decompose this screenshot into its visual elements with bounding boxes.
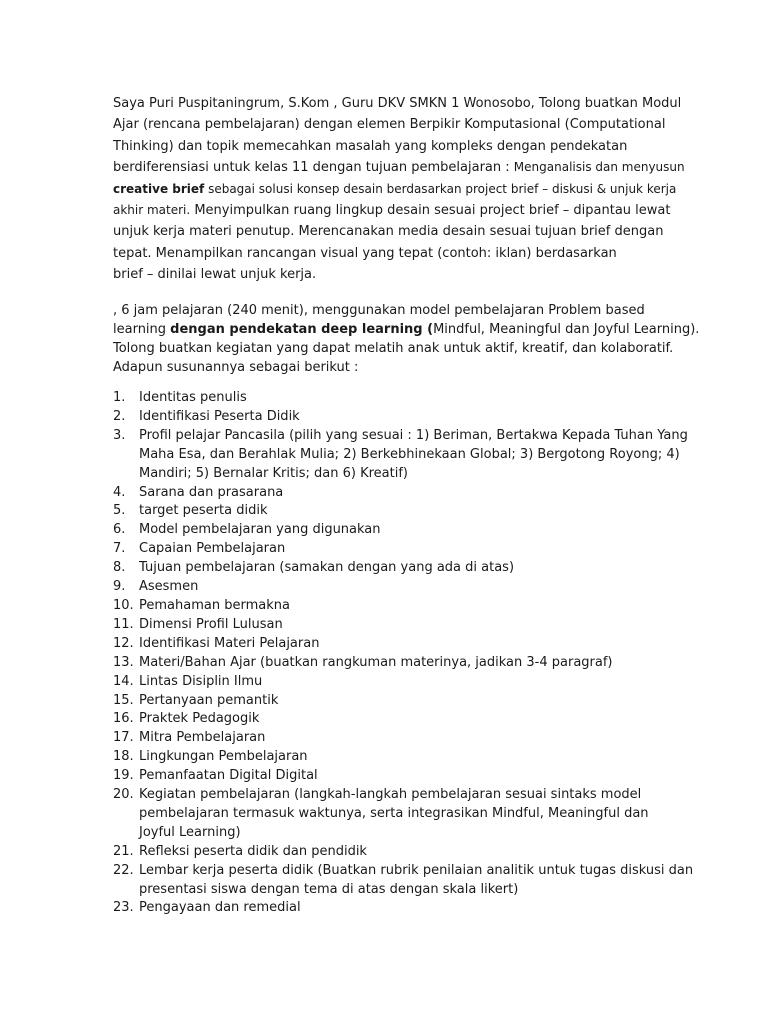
list-item-number: 19. <box>113 768 134 784</box>
intro-line: brief – dinilai lewat unjuk kerja. <box>113 267 317 283</box>
list-item-line: Joyful Learning) <box>139 824 241 840</box>
list-item-line: Profil pelajar Pancasila (pilih yang sesuai : 1) Beriman, Bertakwa Kepada Tuhan Yang <box>139 427 688 443</box>
list-item-text <box>139 635 673 654</box>
list-item-number: 13. <box>113 654 134 670</box>
outline-list <box>113 389 694 918</box>
list-item-line: Pemahaman bermakna <box>139 597 290 613</box>
list-item-line: Capaian Pembelajaran <box>139 541 286 557</box>
list-item-number: 4. <box>113 484 126 500</box>
details-paragraph <box>113 301 700 377</box>
list-item-number: 20. <box>113 787 134 803</box>
intro-line <box>113 179 677 200</box>
intro-line: tepat. Menampilkan rancangan visual yang tepat (contoh: iklan) berdasarkan <box>113 245 617 261</box>
intro-bold-text: creative brief <box>113 181 205 196</box>
list-item <box>113 389 673 408</box>
list-item-line: presentasi siswa dengan tema di atas dengan skala likert) <box>139 881 519 897</box>
list-item-text <box>139 899 673 918</box>
list-item-number: 23. <box>113 900 134 916</box>
list-item-line: Tujuan pembelajaran (samakan dengan yang ada di atas) <box>139 560 515 576</box>
intro-line: Thinking) dan topik memecahkan masalah yang kompleks dengan pendekatan <box>113 138 628 154</box>
details-bold-text: dengan pendekatan deep learning ( <box>170 322 434 337</box>
details-text: Mindful, Meaningful dan Joyful Learning). <box>433 322 700 337</box>
list-item-line: Materi/Bahan Ajar (buatkan rangkuman materinya, jadikan 3-4 paragraf) <box>139 654 613 670</box>
list-item-text <box>139 654 673 673</box>
list-item-text <box>139 767 673 786</box>
list-item-number: 3. <box>113 427 126 443</box>
list-item <box>113 786 673 843</box>
list-item <box>113 767 673 786</box>
list-item-line: target peserta didik <box>139 503 268 519</box>
list-item-number: 2. <box>113 408 126 424</box>
list-item-text <box>139 729 673 748</box>
list-item <box>113 673 673 692</box>
list-item-number: 15. <box>113 692 134 708</box>
list-item-number: 17. <box>113 730 134 746</box>
list-item-line: Lingkungan Pembelajaran <box>139 749 308 765</box>
list-item-text <box>139 484 673 503</box>
list-item-number: 11. <box>113 616 134 632</box>
list-item <box>113 729 673 748</box>
intro-small-text: akhir materi. <box>113 203 191 218</box>
list-item-line: Model pembelajaran yang digunakan <box>139 522 381 538</box>
list-item <box>113 654 673 673</box>
details-line: Adapun susunannya sebagai berikut : <box>113 360 359 375</box>
intro-small-text: Menganalisis dan menyusun <box>513 160 685 175</box>
list-item-number: 1. <box>113 390 126 405</box>
list-item-text <box>139 710 673 729</box>
list-item-text <box>139 673 673 692</box>
list-item-text <box>139 521 673 540</box>
list-item-line: Lintas Disiplin Ilmu <box>139 673 263 689</box>
list-item <box>113 484 673 503</box>
list-item-text <box>139 862 694 900</box>
list-item-number: 7. <box>113 541 126 557</box>
list-item-line: Pemanfaatan Digital Digital <box>139 768 318 784</box>
list-item-line: Asesmen <box>139 579 199 595</box>
list-item-text <box>139 427 688 484</box>
list-item <box>113 692 673 711</box>
list-item-number: 12. <box>113 635 134 651</box>
details-text: learning <box>113 322 171 337</box>
list-item-line: Identitas penulis <box>139 390 247 405</box>
list-item <box>113 597 673 616</box>
list-item <box>113 427 688 484</box>
list-item-text <box>139 786 673 843</box>
list-item-line: Sarana dan prasarana <box>139 484 284 500</box>
list-item-text <box>139 843 673 862</box>
list-item <box>113 578 673 597</box>
list-item-line: pembelajaran termasuk waktunya, serta integrasikan Mindful, Meaningful dan <box>139 805 649 821</box>
list-item-number: 18. <box>113 749 134 765</box>
intro-text: Menyimpulkan ruang lingkup desain sesuai project brief – dipantau lewat <box>190 203 671 219</box>
list-item <box>113 748 673 767</box>
list-item <box>113 899 673 918</box>
list-item <box>113 862 694 900</box>
intro-line <box>113 157 685 178</box>
list-item-text <box>139 502 673 521</box>
list-item-text <box>139 692 673 711</box>
list-item-number: 6. <box>113 522 126 538</box>
list-item-line: Lembar kerja peserta didik (Buatkan rubrik penilaian analitik untuk tugas diskusi dan <box>139 862 694 878</box>
list-item-text <box>139 389 673 408</box>
list-item <box>113 521 673 540</box>
list-item-number: 14. <box>113 673 134 689</box>
intro-line: Saya Puri Puspitaningrum, S.Kom , Guru DKV SMKN 1 Wonosobo, Tolong buatkan Modul <box>113 96 682 111</box>
intro-line <box>113 200 673 221</box>
list-item <box>113 408 673 427</box>
intro-line: unjuk kerja materi penutup. Merencanakan media desain sesuai tujuan brief dengan <box>113 224 664 240</box>
list-item-line: Mitra Pembelajaran <box>139 730 266 746</box>
list-item-line: Refleksi peserta didik dan pendidik <box>139 843 367 859</box>
list-item-text <box>139 597 673 616</box>
intro-line: Ajar (rencana pembelajaran) dengan elemen Berpikir Komputasional (Computational <box>113 117 666 133</box>
intro-text: berdiferensiasi untuk kelas 11 dengan tujuan pembelajaran : <box>113 160 514 176</box>
list-item-line: Pertanyaan pemantik <box>139 692 279 708</box>
list-item <box>113 559 673 578</box>
list-item-number: 8. <box>113 560 126 576</box>
list-item <box>113 635 673 654</box>
list-item-line: Praktek Pedagogik <box>139 711 260 727</box>
list-item-line: Dimensi Profil Lulusan <box>139 616 283 632</box>
list-item-line: Pengayaan dan remedial <box>139 900 301 916</box>
list-item-text <box>139 748 673 767</box>
list-item-number: 10. <box>113 597 134 613</box>
list-item-number: 5. <box>113 503 126 519</box>
list-item-text <box>139 616 673 635</box>
list-item-line: Maha Esa, dan Berahlak Mulia; 2) Berkebhinekaan Global; 3) Bergotong Royong; 4) <box>139 446 680 462</box>
list-item-text <box>139 578 673 597</box>
list-item-text <box>139 540 673 559</box>
list-item <box>113 502 673 521</box>
intro-small-text: sebagai solusi konsep desain berdasarkan project brief – diskusi & unjuk kerja <box>204 181 677 196</box>
details-line: , 6 jam pelajaran (240 menit), menggunakan model pembelajaran Problem based <box>113 303 645 318</box>
list-item-number: 9. <box>113 579 126 595</box>
list-item <box>113 616 673 635</box>
list-item <box>113 540 673 559</box>
list-item-number: 21. <box>113 843 134 859</box>
list-item-number: 22. <box>113 862 134 878</box>
details-line: Tolong buatkan kegiatan yang dapat melatih anak untuk aktif, kreatif, dan kolaboratif. <box>113 341 674 356</box>
list-item-number: 16. <box>113 711 134 727</box>
list-item-text <box>139 408 673 427</box>
list-item-text <box>139 559 673 578</box>
list-item-line: Identifikasi Materi Pelajaran <box>139 635 320 651</box>
list-item-line: Mandiri; 5) Bernalar Kritis; dan 6) Kreatif) <box>139 465 408 481</box>
list-item-line: Identifikasi Peserta Didik <box>139 408 300 424</box>
list-item-line: Kegiatan pembelajaran (langkah-langkah pembelajaran sesuai sintaks model <box>139 787 642 803</box>
intro-paragraph <box>113 93 685 286</box>
list-item <box>113 710 673 729</box>
list-item <box>113 843 673 862</box>
details-line <box>113 320 700 339</box>
